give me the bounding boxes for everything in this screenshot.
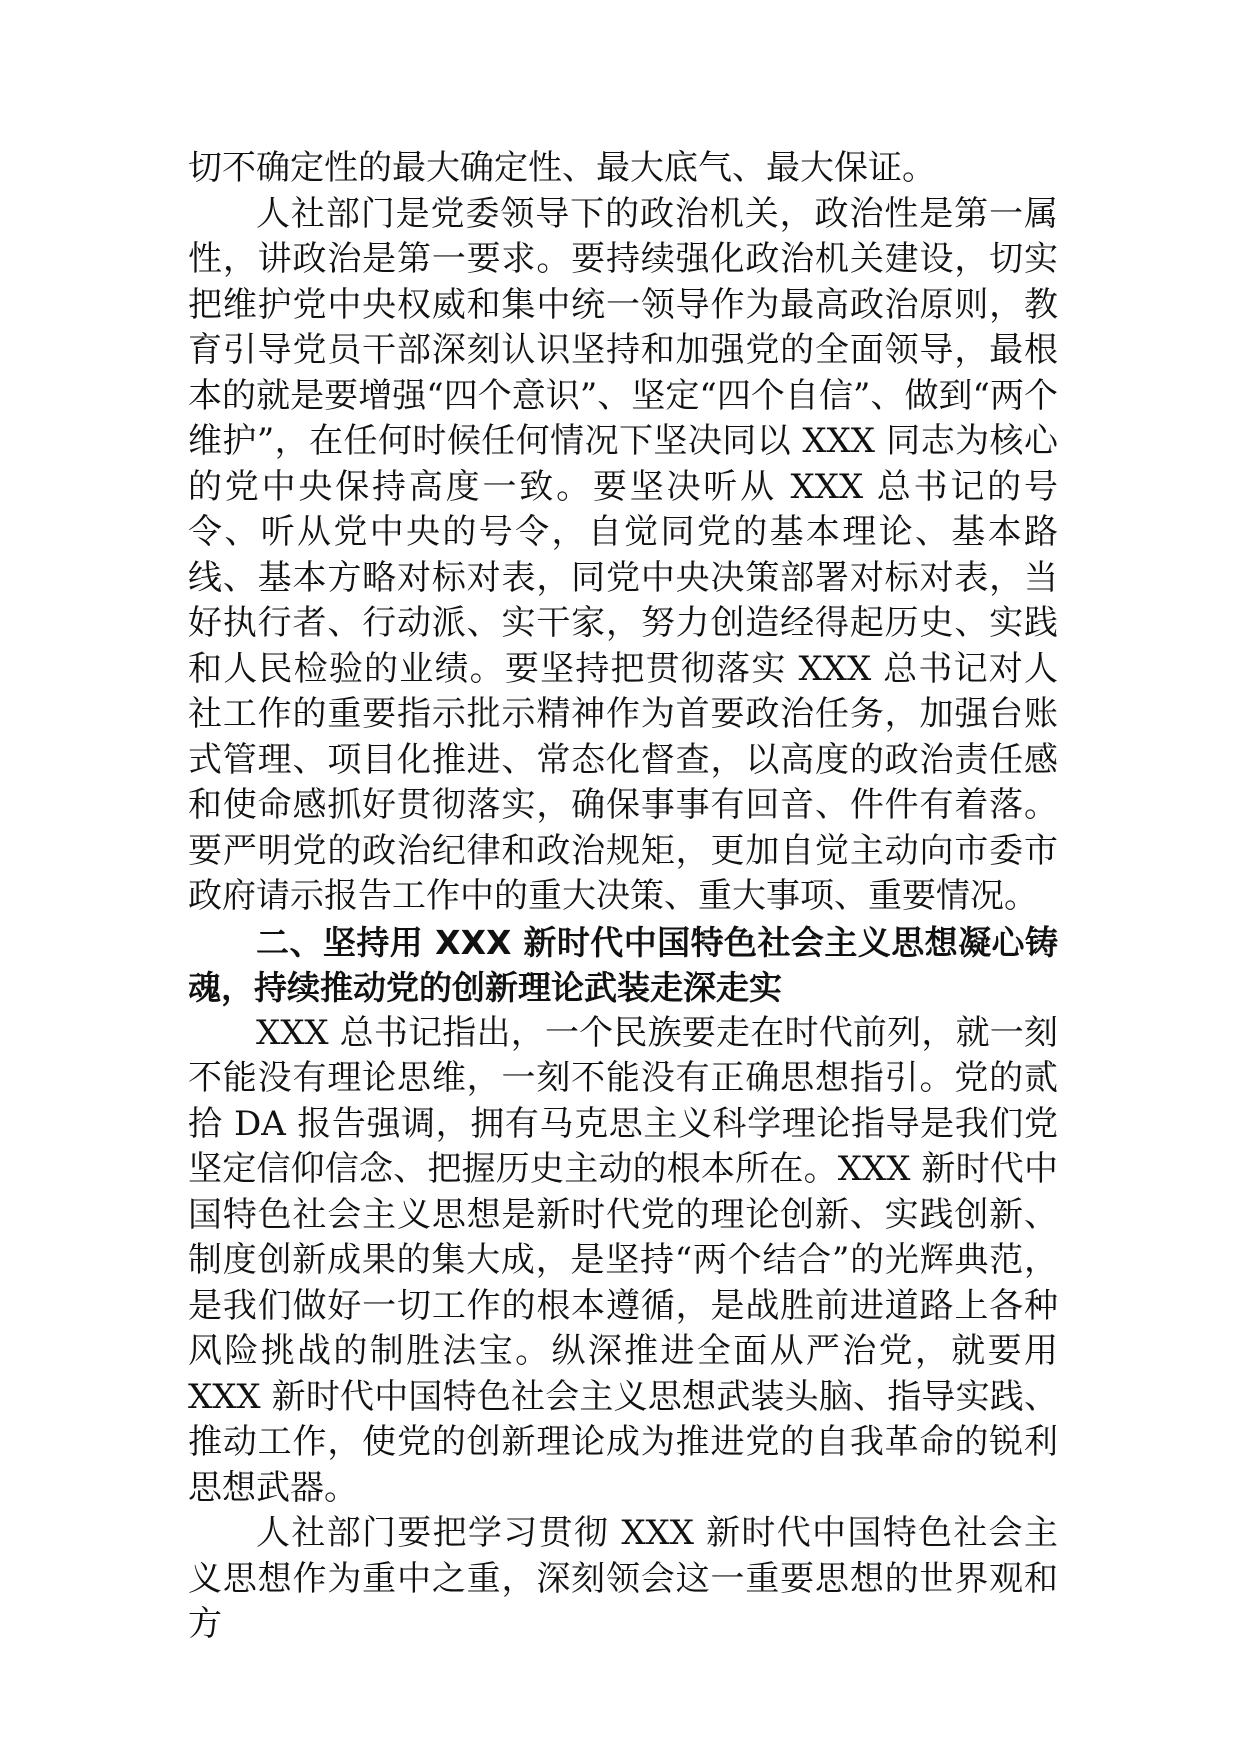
paragraph-continuation: 切不确定性的最大确定性、最大底气、最大保证。 — [188, 148, 936, 188]
paragraph-political-organ: 人社部门是党委领导下的政治机关，政治性是第一属性，讲政治是第一要求。要持续强化政治机关建设，切实把维护党中央权威和集中统一领导作为最高政治原则，教育引导党员干部深刻认识坚持和加强党的全面领导，最根本的就是要增强“四个意识”、坚定“四个自信”、做到“两个维护”，在任何时候任何情况下坚决同以 XXX 同志为核心的党中央保持高度一致。要坚决听从 XXX 总书记的号令、听从党中央的号令，自觉同党的基本理论、基本路线、基本方略对标对表，同党中央决策部署对标对表，当好执行者、行动派、实干家，努力创造经得起历史、实践和人民检验的业绩。要坚持把贯彻落实 XXX 总书记对人社工作的重要指示批示精神作为首要政治任务，加强台账式管理、项目化推进、常态化督查，以高度的政治责任感和使命感抓好贯彻落实，确保事事有回音、件件有着落。要严明党的政治纪律和政治规矩，更加自觉主动向市委市政府请示报告工作中的重大决策、重大事项、重要情况。 — [188, 193, 1058, 916]
paragraph-theory-guidance: XXX 总书记指出，一个民族要走在时代前列，就一刻不能没有理论思维，一刻不能没有正确思想指引。党的贰拾 DA 报告强调，拥有马克思主义科学理论指导是我们党坚定信仰信念、把握历史主动的根本所在。XXX 新时代中国特色社会主义思想是新时代党的理论创新、实践创新、制度创新成果的集大成，是坚持“两个结合”的光辉典范，是我们做好一切工作的根本遵循，是战胜前进道路上各种风险挑战的制胜法宝。纵深推进全面从严治党，就要用 XXX 新时代中国特色社会主义思想武装头脑、指导实践、推动工作，使党的创新理论成为推进党的自我革命的锐利思想武器。 — [188, 1012, 1058, 1508]
document-body — [188, 146, 1058, 1648]
paragraph-study-implementation: 人社部门要把学习贯彻 XXX 新时代中国特色社会主义思想作为重中之重，深刻领会这一重要思想的世界观和方 — [188, 1513, 1058, 1644]
section-heading-two: 二、坚持用 XXX 新时代中国特色社会主义思想凝心铸魂，持续推动党的创新理论武装走深走实 — [188, 922, 1058, 1007]
